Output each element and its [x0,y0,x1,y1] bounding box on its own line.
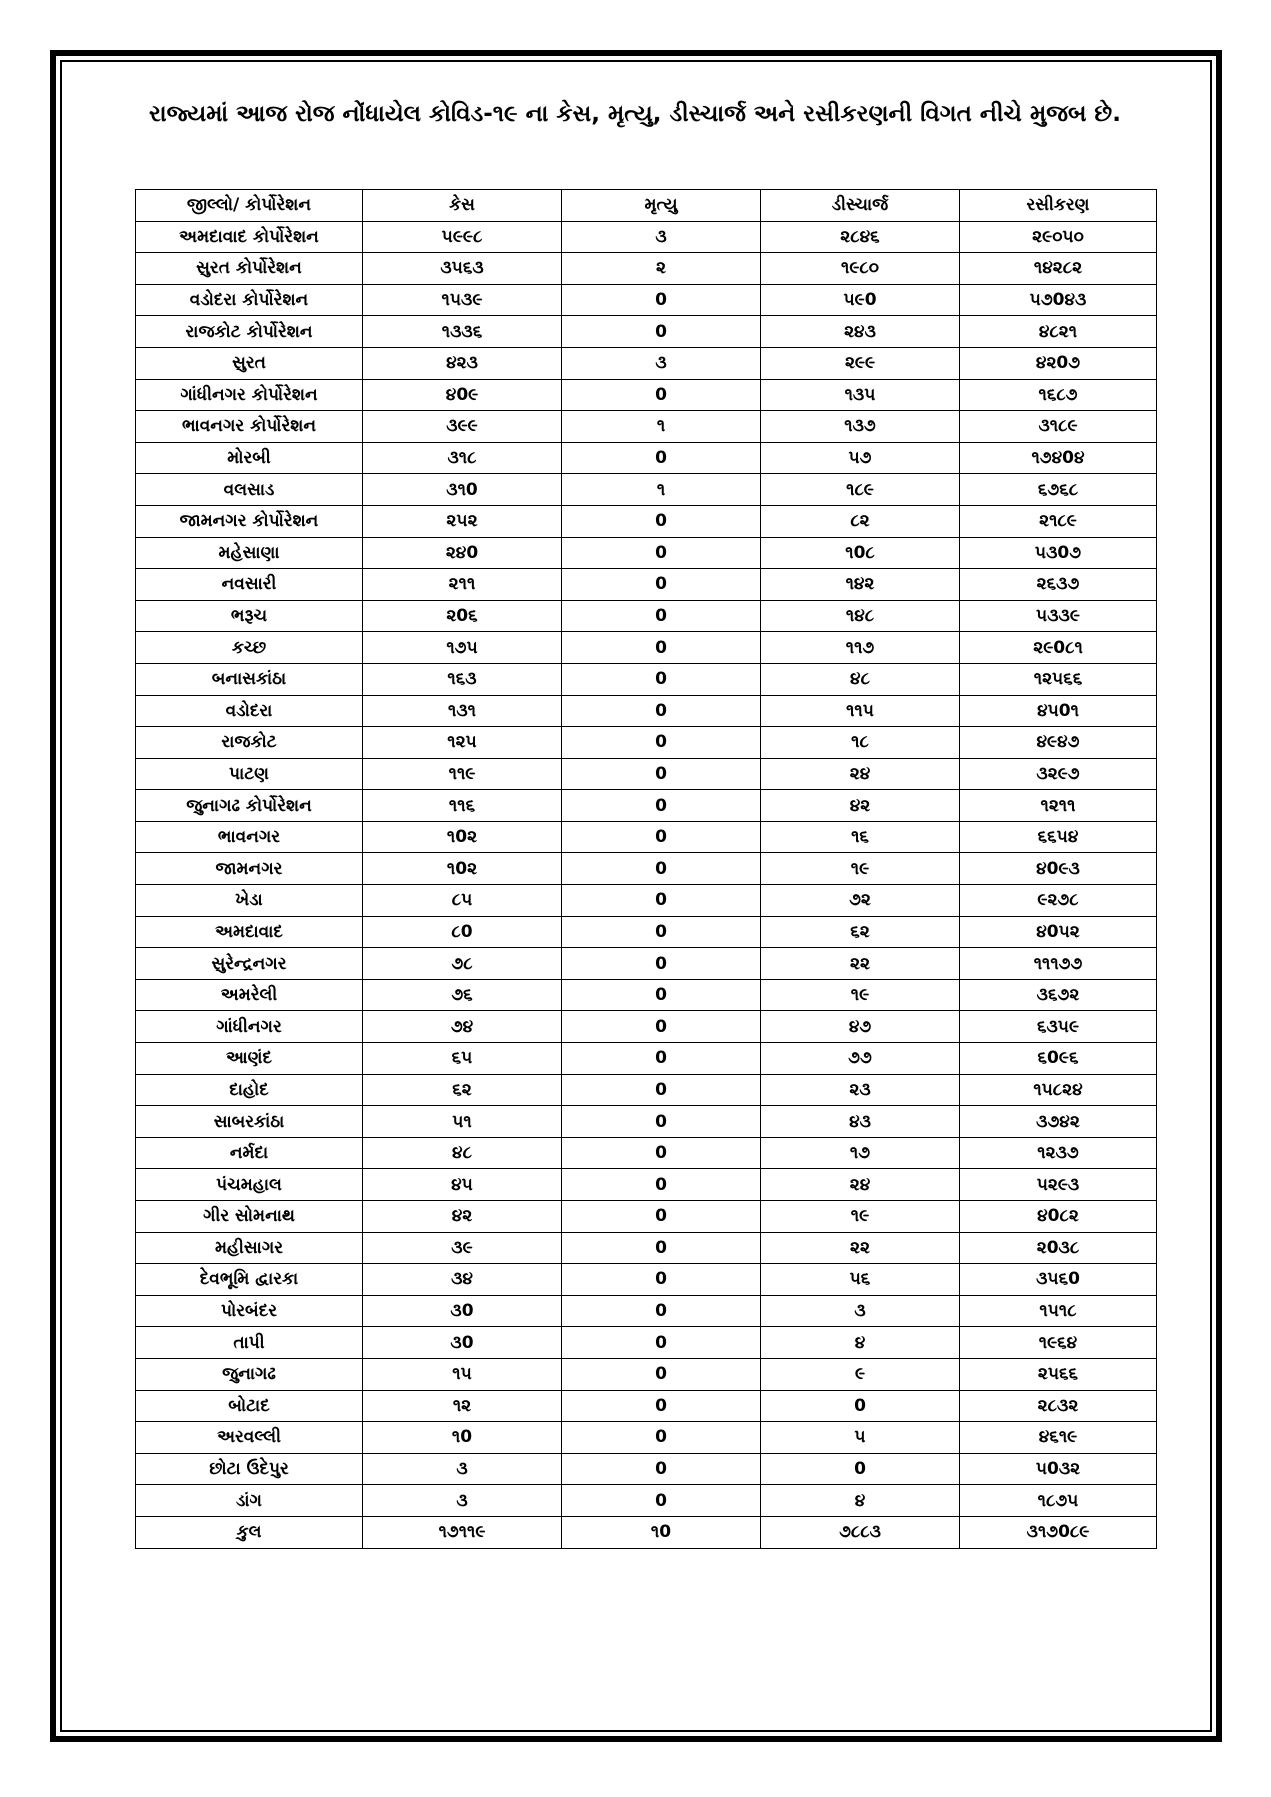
total-row [136,1516,1157,1548]
deaths-cell: 0 [562,1453,761,1485]
cases-cell: ૧૩૩૬ [363,316,562,348]
deaths-cell: 0 [562,727,761,759]
deaths-cell: 0 [562,1264,761,1296]
deaths-cell: ૧ [562,474,761,506]
table-row [136,1327,1157,1359]
table-row [136,253,1157,285]
discharge-cell: ૧૧૫ [761,695,960,727]
vaccination-cell: ૯૨૭૮ [960,885,1157,917]
discharge-cell: ૮૨ [761,505,960,537]
discharge-cell: ૨૩ [761,1074,960,1106]
vaccination-cell: ૨૯૦૫૦ [960,221,1157,253]
deaths-cell: 0 [562,537,761,569]
table-row [136,663,1157,695]
table-row [136,979,1157,1011]
document-title: રાજ્યમાં આજ રોજ નોંધાયેલ કોવિડ-૧૯ ના કેસ, મૃત્યુ, ડીસ્ચાર્જ અને રસીકરણની વિગત નીચે મુજબ છે. [149,101,1121,127]
cases-cell: ૫૯૯૮ [363,221,562,253]
vaccination-cell: ૧૭૪0૪ [960,442,1157,474]
table-row [136,284,1157,316]
district-cell: વડોદરા [136,695,363,727]
discharge-cell: ૪૭ [761,1011,960,1043]
cases-cell: ૧૫ [363,1358,562,1390]
deaths-cell: ૧0 [562,1516,761,1548]
deaths-cell: 0 [562,1169,761,1201]
district-cell: અરવલ્લી [136,1422,363,1454]
table-row [136,727,1157,759]
table-row [136,853,1157,885]
cases-cell: ૭૬ [363,979,562,1011]
table-body [136,221,1157,1548]
district-cell: બોટાદ [136,1390,363,1422]
district-cell: સુરેન્દ્રનગર [136,948,363,980]
vaccination-cell: ૪૮૨૧ [960,316,1157,348]
vaccination-cell: ૫૨૯૩ [960,1169,1157,1201]
cases-cell: ૧૩૧ [363,695,562,727]
district-cell: પાટણ [136,758,363,790]
discharge-cell: ૨૮૪૬ [761,221,960,253]
vaccination-cell: ૪૬૧૯ [960,1422,1157,1454]
discharge-cell: ૧૩૫ [761,379,960,411]
vaccination-cell: ૩૫૬0 [960,1264,1157,1296]
table-row [136,916,1157,948]
district-cell: ભરૂચ [136,600,363,632]
discharge-cell: ૧૮ [761,727,960,759]
district-cell: દેવભૂમિ દ્વારકા [136,1264,363,1296]
table-row [136,1074,1157,1106]
district-cell: રાજકોટ [136,727,363,759]
vaccination-cell: ૧૨૩૭ [960,1137,1157,1169]
deaths-cell: 0 [562,1295,761,1327]
cases-cell: ૪૨૩ [363,347,562,379]
district-cell: પોરબંદર [136,1295,363,1327]
deaths-cell: ૨ [562,253,761,285]
cases-cell: ૧૧૬ [363,790,562,822]
table-row [136,411,1157,443]
cases-cell: ૧0૨ [363,853,562,885]
district-cell: ગાંધીનગર [136,1011,363,1043]
district-cell: સુરત કોર્પોરેશન [136,253,363,285]
table-row [136,1264,1157,1296]
table-row [136,885,1157,917]
header-cases: કેસ [363,190,562,222]
vaccination-cell: ૩૧૮૯ [960,411,1157,443]
table-row [136,1358,1157,1390]
cases-cell: ૩૧૮ [363,442,562,474]
vaccination-cell: ૩૨૯૭ [960,758,1157,790]
header-deaths: મૃત્યુ [562,190,761,222]
district-cell: નર્મદા [136,1137,363,1169]
cases-cell: ૪૫ [363,1169,562,1201]
deaths-cell: 0 [562,569,761,601]
cases-cell: ૩૯૯ [363,411,562,443]
cases-cell: ૩ [363,1453,562,1485]
cases-cell: ૩૫૬૩ [363,253,562,285]
discharge-cell: ૪ [761,1327,960,1359]
district-cell: પંચમહાલ [136,1169,363,1201]
table-row [136,600,1157,632]
deaths-cell: 0 [562,1043,761,1075]
vaccination-cell: ૪૫0૧ [960,695,1157,727]
discharge-cell: ૭૨ [761,885,960,917]
vaccination-cell: ૬૬૫૪ [960,821,1157,853]
deaths-cell: 0 [562,1137,761,1169]
deaths-cell: 0 [562,1074,761,1106]
table-row [136,1295,1157,1327]
table-row [136,790,1157,822]
table-row [136,1043,1157,1075]
cases-cell: ૨૪0 [363,537,562,569]
table-row [136,442,1157,474]
vaccination-cell: ૩૬૭૨ [960,979,1157,1011]
cases-cell: ૩0 [363,1327,562,1359]
district-cell: દાહોદ [136,1074,363,1106]
discharge-cell: ૧૧૭ [761,632,960,664]
vaccination-cell: ૧૮૭૫ [960,1485,1157,1517]
deaths-cell: 0 [562,948,761,980]
discharge-cell: ૭૭ [761,1043,960,1075]
vaccination-cell: ૧૪૨૮૨ [960,253,1157,285]
table-row [136,632,1157,664]
cases-cell: ૪૨ [363,1201,562,1233]
district-cell: જામનગર [136,853,363,885]
vaccination-cell: ૨0૩૮ [960,1232,1157,1264]
discharge-cell: ૨૨ [761,948,960,980]
vaccination-cell: ૨૫૬૬ [960,1358,1157,1390]
table-header-row [136,190,1157,222]
cases-cell: ૩૯ [363,1232,562,1264]
cases-cell: ૧૬૩ [363,663,562,695]
cases-cell: ૧૨ [363,1390,562,1422]
district-cell: રાજકોટ કોર્પોરેશન [136,316,363,348]
district-cell: વડોદરા કોર્પોરેશન [136,284,363,316]
deaths-cell: 0 [562,1390,761,1422]
vaccination-cell: ૪૨0૭ [960,347,1157,379]
cases-cell: ૨0૬ [363,600,562,632]
discharge-cell: ૪૮ [761,663,960,695]
discharge-cell: ૧૯ [761,1201,960,1233]
vaccination-cell: ૪0૮૨ [960,1201,1157,1233]
cases-cell: ૪૮ [363,1137,562,1169]
vaccination-cell: ૧૨૧૧ [960,790,1157,822]
table-row [136,1169,1157,1201]
vaccination-cell: ૨૬૩૭ [960,569,1157,601]
table-row [136,379,1157,411]
deaths-cell: 0 [562,1327,761,1359]
discharge-cell: ૧૯ [761,979,960,1011]
table-row [136,1422,1157,1454]
discharge-cell: ૨૨ [761,1232,960,1264]
deaths-cell: 0 [562,758,761,790]
deaths-cell: 0 [562,442,761,474]
header-discharge: ડીસ્ચાર્જ [761,190,960,222]
discharge-cell: ૪૩ [761,1106,960,1138]
table-row [136,1453,1157,1485]
deaths-cell: 0 [562,284,761,316]
deaths-cell: 0 [562,505,761,537]
vaccination-cell: ૧૫૮૨૪ [960,1074,1157,1106]
table-row [136,821,1157,853]
deaths-cell: 0 [562,790,761,822]
table-row [136,474,1157,506]
discharge-cell: ૧૭ [761,1137,960,1169]
cases-cell: ૧0૨ [363,821,562,853]
district-cell: અમરેલી [136,979,363,1011]
vaccination-cell: ૨૧૮૯ [960,505,1157,537]
deaths-cell: 0 [562,1201,761,1233]
table-row [136,1106,1157,1138]
table-row [136,758,1157,790]
district-cell: મહેસાણા [136,537,363,569]
vaccination-cell: ૧૯૬૪ [960,1327,1157,1359]
discharge-cell: ૪૨ [761,790,960,822]
deaths-cell: 0 [562,1106,761,1138]
table-row [136,221,1157,253]
deaths-cell: 0 [562,821,761,853]
table-row [136,1137,1157,1169]
discharge-cell: ૫૭ [761,442,960,474]
cases-cell: ૫૧ [363,1106,562,1138]
deaths-cell: 0 [562,663,761,695]
district-cell: નવસારી [136,569,363,601]
district-cell: અમદાવાદ [136,916,363,948]
discharge-cell: ૨૪૩ [761,316,960,348]
discharge-cell: ૪ [761,1485,960,1517]
discharge-cell: ૧૯ [761,853,960,885]
cases-cell: ૧૭૧૧૯ [363,1516,562,1548]
deaths-cell: 0 [562,979,761,1011]
table-row [136,347,1157,379]
table-row [136,569,1157,601]
vaccination-cell: ૨૯0૮૧ [960,632,1157,664]
district-cell: ડાંગ [136,1485,363,1517]
cases-cell: ૩૪ [363,1264,562,1296]
table-row [136,695,1157,727]
deaths-cell: 0 [562,1011,761,1043]
deaths-cell: 0 [562,1358,761,1390]
discharge-cell: ૯ [761,1358,960,1390]
discharge-cell: ૧૩૭ [761,411,960,443]
cases-cell: ૪0૯ [363,379,562,411]
table-row [136,505,1157,537]
discharge-cell: 0 [761,1390,960,1422]
district-cell: કુલ [136,1516,363,1548]
deaths-cell: 0 [562,885,761,917]
table-row [136,1232,1157,1264]
vaccination-cell: ૫૭0૪૩ [960,284,1157,316]
cases-cell: ૭૪ [363,1011,562,1043]
deaths-cell: 0 [562,379,761,411]
deaths-cell: ૩ [562,347,761,379]
district-cell: અમદાવાદ કોર્પોરેશન [136,221,363,253]
discharge-cell: ૨૪ [761,758,960,790]
district-cell: બનાસકાંઠા [136,663,363,695]
vaccination-cell: ૬૭૬૮ [960,474,1157,506]
district-cell: ગીર સોમનાથ [136,1201,363,1233]
cases-cell: ૩૧0 [363,474,562,506]
deaths-cell: 0 [562,1232,761,1264]
district-cell: મહીસાગર [136,1232,363,1264]
vaccination-cell: ૬0૯૬ [960,1043,1157,1075]
deaths-cell: ૩ [562,221,761,253]
district-cell: સુરત [136,347,363,379]
vaccination-cell: ૨૮૩૨ [960,1390,1157,1422]
vaccination-cell: ૧૧૧૭૭ [960,948,1157,980]
district-cell: તાપી [136,1327,363,1359]
vaccination-cell: ૬૩૫૯ [960,1011,1157,1043]
header-vaccination: રસીકરણ [960,190,1157,222]
vaccination-cell: ૩૧૭0૮૯ [960,1516,1157,1548]
cases-cell: ૬૫ [363,1043,562,1075]
district-cell: જામનગર કોર્પોરેશન [136,505,363,537]
vaccination-cell: ૪૯૪૭ [960,727,1157,759]
district-cell: ભાવનગર [136,821,363,853]
discharge-cell: ૧૮૯ [761,474,960,506]
discharge-cell: ૨૯૯ [761,347,960,379]
covid-data-table [135,189,1157,1549]
cases-cell: ૧૫૩૯ [363,284,562,316]
cases-cell: ૧૭૫ [363,632,562,664]
vaccination-cell: ૪0૯૩ [960,853,1157,885]
discharge-cell: ૫૬ [761,1264,960,1296]
vaccination-cell: ૪0૫૨ [960,916,1157,948]
deaths-cell: 0 [562,695,761,727]
header-district: જીલ્લો/ કોર્પોરેશન [136,190,363,222]
district-cell: જુનાગઢ [136,1358,363,1390]
deaths-cell: 0 [562,1422,761,1454]
district-cell: સાબરકાંઠા [136,1106,363,1138]
cases-cell: ૩ [363,1485,562,1517]
district-cell: ખેડા [136,885,363,917]
district-cell: ભાવનગર કોર્પોરેશન [136,411,363,443]
district-cell: આણંદ [136,1043,363,1075]
district-cell: કચ્છ [136,632,363,664]
district-cell: જુનાગઢ કોર્પોરેશન [136,790,363,822]
discharge-cell: ૬૨ [761,916,960,948]
discharge-cell: ૧૪૮ [761,600,960,632]
cases-cell: ૬૨ [363,1074,562,1106]
deaths-cell: 0 [562,316,761,348]
discharge-cell: ૧0૮ [761,537,960,569]
discharge-cell: ૧૯૮૦ [761,253,960,285]
table-row [136,1201,1157,1233]
vaccination-cell: ૧૨૫૬૬ [960,663,1157,695]
vaccination-cell: ૧૬૮૭ [960,379,1157,411]
vaccination-cell: ૩૭૪૨ [960,1106,1157,1138]
cases-cell: ૧૨૫ [363,727,562,759]
district-cell: છોટા ઉદેપુર [136,1453,363,1485]
discharge-cell: ૭૮૮૩ [761,1516,960,1548]
discharge-cell: ૫ [761,1422,960,1454]
table-row [136,948,1157,980]
cases-cell: ૮૫ [363,885,562,917]
table-row [136,1485,1157,1517]
cases-cell: ૩0 [363,1295,562,1327]
cases-cell: ૧૧૯ [363,758,562,790]
cases-cell: ૮0 [363,916,562,948]
vaccination-cell: ૧૫૧૮ [960,1295,1157,1327]
table-row [136,1011,1157,1043]
cases-cell: ૭૮ [363,948,562,980]
vaccination-cell: ૫૩0૭ [960,537,1157,569]
discharge-cell: ૩ [761,1295,960,1327]
table-row [136,537,1157,569]
vaccination-cell: ૫૩૩૯ [960,600,1157,632]
discharge-cell: ૫૯0 [761,284,960,316]
district-cell: વલસાડ [136,474,363,506]
discharge-cell: ૨૪ [761,1169,960,1201]
cases-cell: ૧0 [363,1422,562,1454]
discharge-cell: ૧૬ [761,821,960,853]
table-row [136,316,1157,348]
vaccination-cell: ૫0૩૨ [960,1453,1157,1485]
deaths-cell: ૧ [562,411,761,443]
cases-cell: ૨૫૨ [363,505,562,537]
deaths-cell: 0 [562,1485,761,1517]
discharge-cell: 0 [761,1453,960,1485]
deaths-cell: 0 [562,916,761,948]
discharge-cell: ૧૪૨ [761,569,960,601]
deaths-cell: 0 [562,853,761,885]
deaths-cell: 0 [562,600,761,632]
district-cell: મોરબી [136,442,363,474]
table-row [136,1390,1157,1422]
district-cell: ગાંધીનગર કોર્પોરેશન [136,379,363,411]
cases-cell: ૨૧૧ [363,569,562,601]
deaths-cell: 0 [562,632,761,664]
